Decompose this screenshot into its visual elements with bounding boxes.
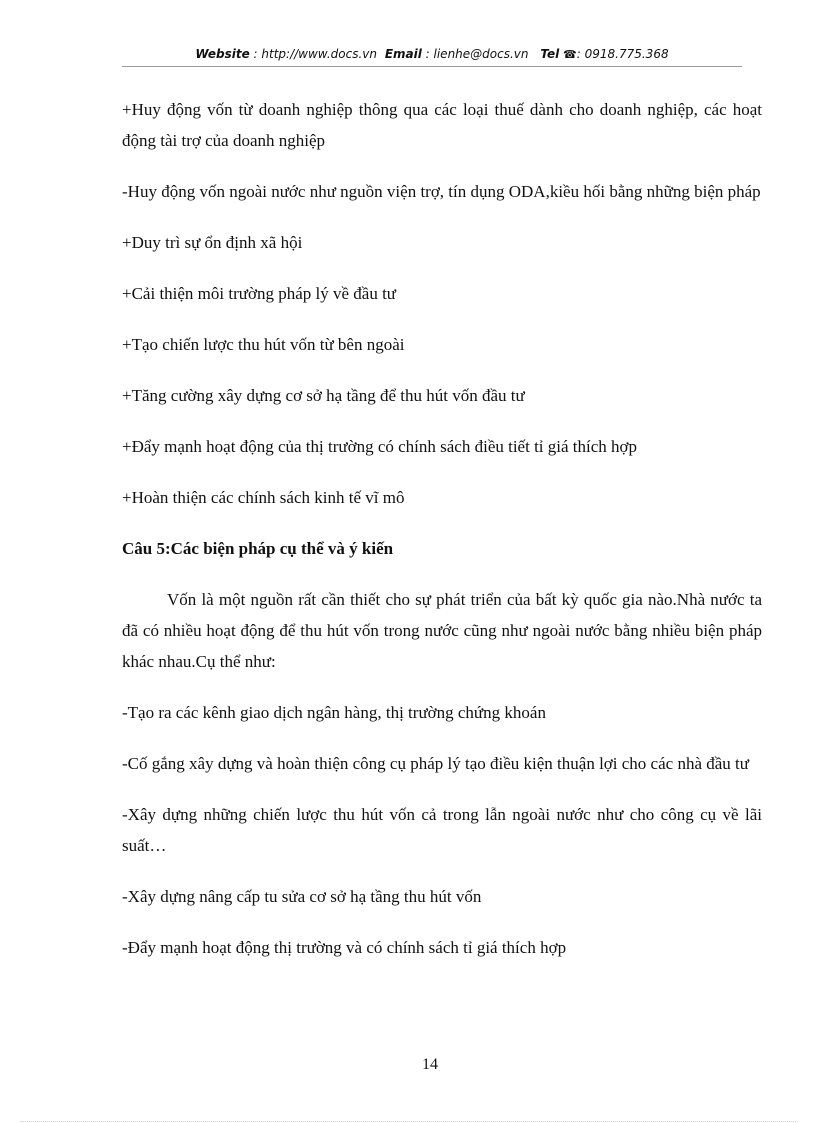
- page-number: 14: [422, 1056, 438, 1073]
- page-header: [122, 47, 742, 61]
- website-label: Website: [195, 47, 250, 61]
- tel-label: Tel: [540, 47, 560, 61]
- paragraph: +Tạo chiến lược thu hút vốn từ bên ngoài: [122, 335, 405, 354]
- section-heading: Câu 5:Các biện pháp cụ thể và ý kiến: [122, 539, 394, 558]
- header-divider: [122, 66, 742, 67]
- section-intro: Vốn là một nguồn rất cần thiết cho sự phát triển của bất kỳ quốc gia nào.Nhà nước ta đã có nhiều hoạt động để thu hút vốn trong nước cũng như ngoài nước bằng nhiều biện pháp khác nhau.Cụ thể như:: [122, 590, 762, 671]
- paragraph: +Huy động vốn từ doanh nghiệp thông qua các loại thuế dành cho doanh nghiệp, các hoạt động tài trợ của doanh nghiệp: [122, 100, 762, 150]
- tel-value: : 0918.775.368: [576, 47, 669, 61]
- section-item: -Đẩy mạnh hoạt động thị trường và có chính sách tỉ giá thích hợp: [122, 938, 567, 957]
- paragraph: +Đẩy mạnh hoạt động của thị trường có chính sách điều tiết tỉ giá thích hợp: [122, 437, 638, 456]
- email-value: : lienhe@docs.vn: [421, 47, 529, 61]
- page-bottom-border: [20, 1121, 796, 1122]
- document-body: [122, 94, 762, 983]
- paragraph: -Huy động vốn ngoài nước như nguồn viện trợ, tín dụng ODA,kiều hối bằng những biện pháp: [122, 182, 761, 201]
- paragraph: +Tăng cường xây dựng cơ sở hạ tầng để thu hút vốn đầu tư: [122, 386, 525, 405]
- section-item: -Xây dựng những chiến lược thu hút vốn cả trong lẫn ngoài nước như cho công cụ về lãi suất…: [122, 805, 762, 855]
- paragraph: +Duy trì sự ổn định xã hội: [122, 233, 303, 252]
- phone-icon: ☎: [563, 48, 577, 61]
- email-label: Email: [384, 47, 422, 61]
- section-item: -Xây dựng nâng cấp tu sửa cơ sở hạ tầng thu hút vốn: [122, 887, 482, 906]
- website-url: : http://www.docs.vn: [249, 47, 377, 61]
- section-item: -Cố gắng xây dựng và hoàn thiện công cụ pháp lý tạo điều kiện thuận lợi cho các nhà đầu tư: [122, 754, 749, 773]
- paragraph: +Cải thiện môi trường pháp lý về đầu tư: [122, 284, 397, 303]
- paragraph: +Hoàn thiện các chính sách kinh tế vĩ mô: [122, 488, 405, 507]
- section-item: -Tạo ra các kênh giao dịch ngân hàng, thị trường chứng khoán: [122, 703, 546, 722]
